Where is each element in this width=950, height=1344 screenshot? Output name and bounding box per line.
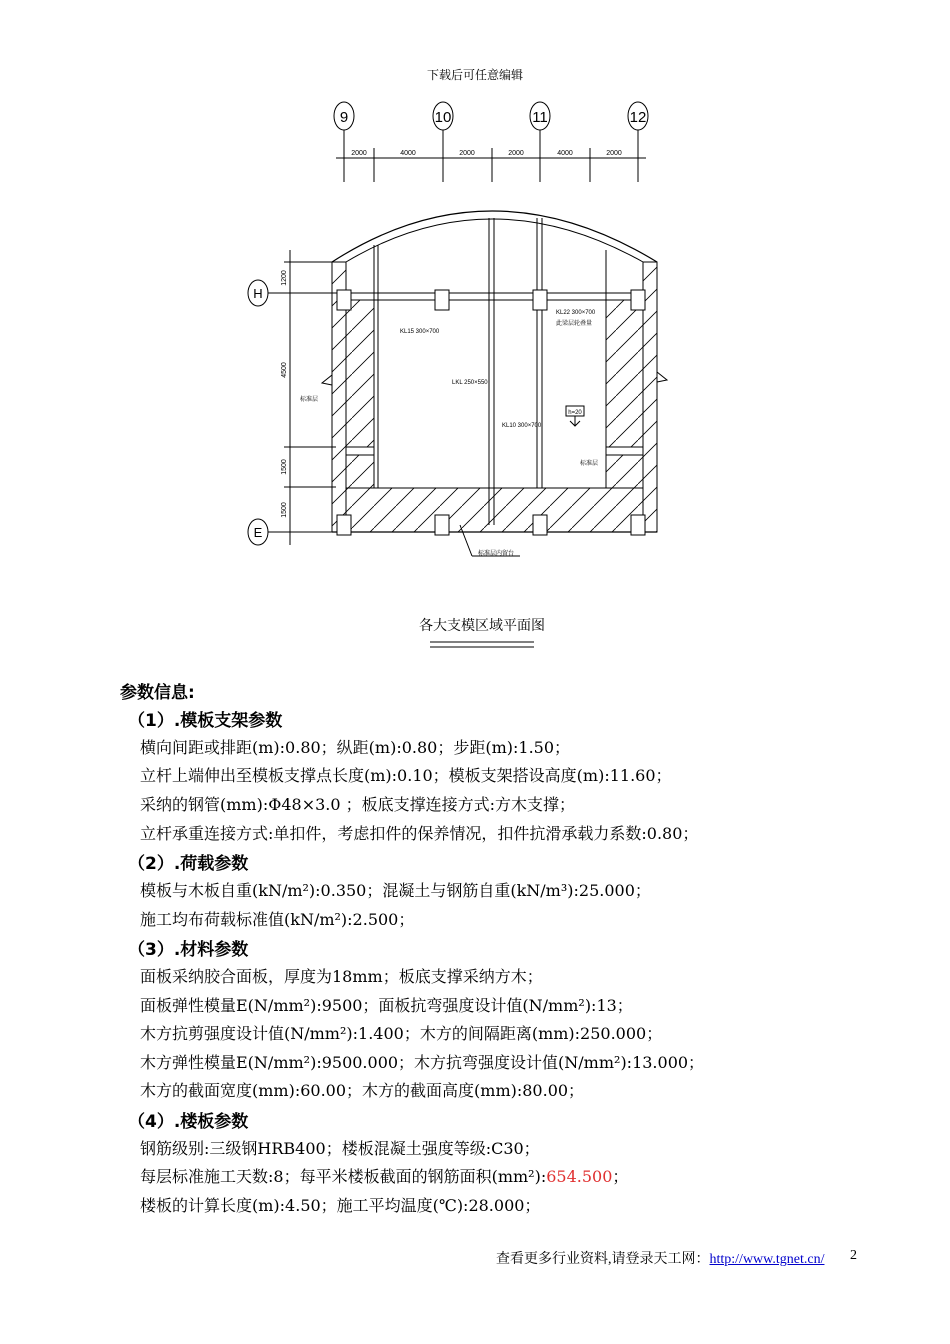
- dim-label: 4000: [400, 150, 416, 157]
- param-line: 施工均布荷载标准值(kN/m²):2.500；: [140, 910, 415, 929]
- page-header: 下载后可任意编辑: [426, 68, 523, 82]
- param-line: 横向间距或排距(m):0.80；纵距(m):0.80；步距(m):1.50；: [140, 738, 571, 757]
- drawing-caption: 各大支模区域平面图: [419, 617, 545, 633]
- beam-note: 此梁层轮叠量: [556, 321, 593, 327]
- param-line: 木方的截面宽度(mm):60.00；木方的截面高度(mm):80.00；: [140, 1081, 585, 1100]
- section-title: （4）.楼板参数: [128, 1112, 249, 1132]
- elevation-label: h=20: [568, 410, 582, 416]
- param-line: 面板弹性模量E(N/mm²):9500；面板抗弯强度设计值(N/mm²):13；: [140, 996, 633, 1015]
- footer-text: 查看更多行业资料,请登录天工网：: [496, 1252, 710, 1267]
- axis-label: E: [253, 525, 263, 540]
- axis-label: 12: [629, 109, 647, 126]
- section-title: （3）.材料参数: [128, 940, 249, 960]
- beam-label: KL15 300×700: [400, 329, 440, 335]
- axis-label: 10: [434, 109, 452, 126]
- axis-label: H: [253, 286, 263, 301]
- param-line: 采纳的钢管(mm):Φ48×3.0 ；板底支撑连接方式:方木支撑；: [140, 795, 576, 814]
- param-line: 木方弹性模量E(N/mm²):9500.000；木方抗弯强度设计值(N/mm²):13.000；: [140, 1053, 705, 1072]
- param-line: [140, 1164, 628, 1187]
- param-line: 立杆上端伸出至模板支撑点长度(m):0.10；模板支架搭设高度(m):11.60；: [140, 766, 672, 785]
- floor-label: 标准层: [580, 461, 599, 467]
- param-line: 立杆承重连接方式:单扣件，考虑扣件的保养情况，扣件抗滑承载力系数:0.80；: [140, 824, 699, 843]
- dim-label: 1200: [281, 270, 288, 286]
- dim-label: 4500: [281, 362, 288, 378]
- param-suffix: ；: [612, 1167, 629, 1186]
- param-line: 钢筋级别:三级钢HRB400；楼板混凝土强度等级:C30；: [140, 1139, 540, 1158]
- dim-label: 2000: [459, 150, 475, 157]
- param-line: 模板与木板自重(kN/m²):0.350；混凝土与钢筋自重(kN/m³):25.000；: [140, 881, 651, 900]
- axis-label: 11: [532, 109, 548, 126]
- beam-label: KL10 300×700: [502, 423, 542, 429]
- params-heading: 参数信息:: [120, 683, 195, 703]
- page-footer: [496, 1248, 824, 1268]
- dim-label: 1500: [281, 459, 288, 475]
- beam-label: KL22 300×700: [556, 310, 596, 316]
- dim-label: 4000: [557, 150, 573, 157]
- section-title: （2）.荷载参数: [128, 854, 249, 874]
- section-title: （1）.模板支架参数: [128, 711, 283, 731]
- param-line: 木方抗剪强度设计值(N/mm²):1.400；木方的间隔距离(mm):250.000；: [140, 1024, 663, 1043]
- param-text: 每层标准施工天数:8；每平米楼板截面的钢筋面积(mm²):: [140, 1167, 547, 1186]
- floor-label: 标准层: [300, 397, 319, 403]
- dim-label: 2000: [606, 150, 622, 157]
- axis-label: 9: [339, 109, 349, 126]
- param-line: 楼板的计算长度(m):4.50；施工平均温度(℃):28.000；: [140, 1196, 541, 1215]
- dim-label: 2000: [508, 150, 524, 157]
- dim-label: 1500: [281, 502, 288, 518]
- param-line: 面板采纳胶合面板，厚度为18mm；板底支撑采纳方木；: [140, 967, 543, 986]
- axis-markers-left: [248, 250, 345, 545]
- building-plan: [322, 211, 667, 556]
- footer-link[interactable]: http://www.tgnet.cn/: [709, 1252, 825, 1267]
- dim-label: 2000: [351, 150, 367, 157]
- axis-markers-top: [334, 102, 648, 182]
- page-number: 2: [850, 1248, 857, 1263]
- floor-note: 标准层内留台: [478, 551, 515, 557]
- beam-label: LKL 250×550: [452, 380, 488, 386]
- highlight-value: 654.500: [546, 1167, 613, 1186]
